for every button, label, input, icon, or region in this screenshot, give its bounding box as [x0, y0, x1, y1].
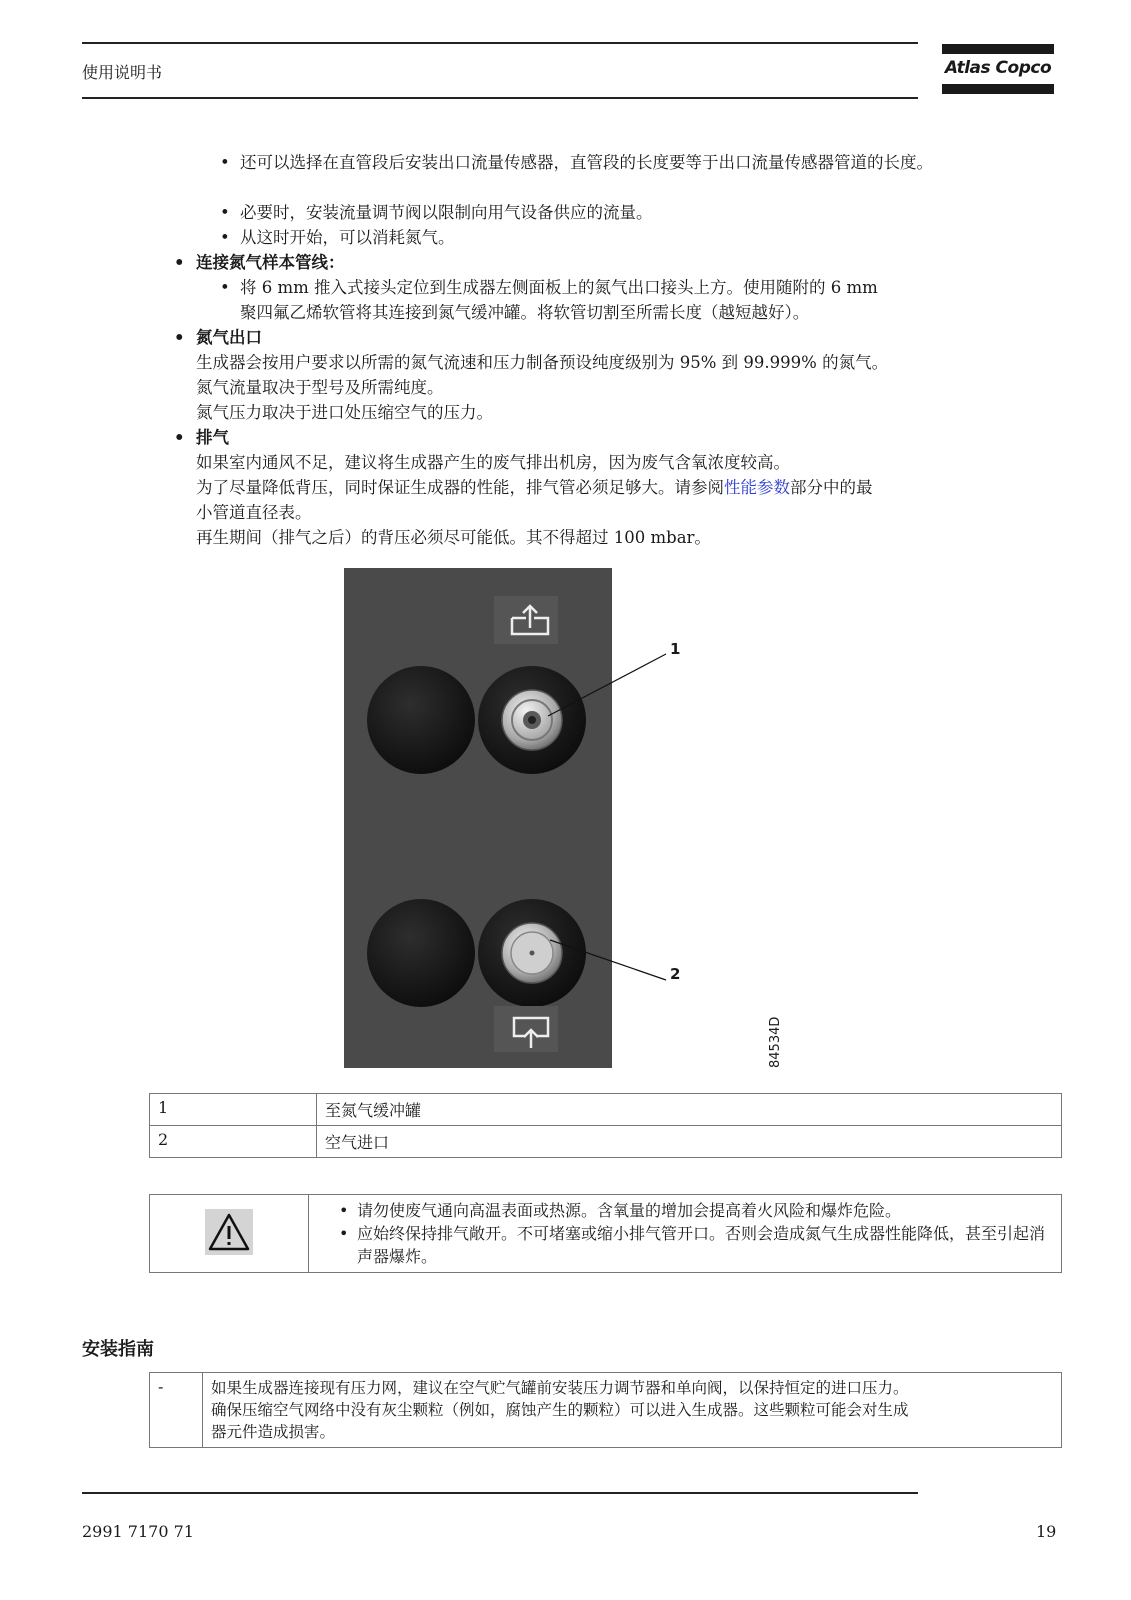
bullet-text: 从这时开始，可以消耗氮气。	[240, 228, 455, 247]
warning-item: • 应始终保持排气敞开。不可堵塞或缩小排气管开口。否则会造成氮气生成器性能降低，甚至引起消声器爆炸。	[339, 1224, 1046, 1266]
install-dash: -	[150, 1373, 203, 1448]
bullet-item: • 必要时，安装流量调节阀以限制向用气设备供应的流量。	[220, 200, 1062, 225]
legend-table	[149, 1093, 1062, 1158]
figure-id: 84534D	[768, 1016, 783, 1068]
header-rule-bottom	[82, 97, 918, 99]
page-number: 19	[1036, 1522, 1057, 1541]
bullet-text: 还可以选择在直管段后安装出口流量传感器，直管段的长度要等于出口流量传感器管道的长度。	[240, 153, 933, 172]
header-rule-top	[82, 42, 918, 44]
bullet-text: 必要时，安装流量调节阀以限制向用气设备供应的流量。	[240, 203, 653, 222]
install-guide-table	[149, 1372, 1062, 1448]
logo-bar-top	[942, 44, 1054, 54]
bullet-item: • 将 6 mm 推入式接头定位到生成器左侧面板上的氮气出口接头上方。使用随附的 6 mm 聚四氟乙烯软管将其连接到氮气缓冲罐。将软管切割至所需长度（越短越好）。	[220, 278, 878, 322]
install-text: 如果生成器连接现有压力网，建议在空气贮气罐前安装压力调节器和单向阀，以保持恒定的进口压力。 确保压缩空气网络中没有灰尘颗粒（例如，腐蚀产生的颗粒）可以进入生成器。这些颗粒可能会对生成 器元件造成损害。	[203, 1373, 1062, 1448]
atlas-copco-logo	[942, 44, 1054, 100]
install-guide-title: 安装指南	[82, 1339, 154, 1360]
nitrogen-outlet-text: 氮气压力取决于进口处压缩空气的压力。	[196, 403, 493, 422]
table-row	[150, 1126, 1062, 1158]
leader-lines	[344, 568, 704, 988]
exhaust-text: 再生期间（排气之后）的背压必须尽可能低。其不得超过 100 mbar。	[196, 528, 711, 547]
inlet-arrow-icon	[494, 1006, 558, 1052]
legend-text: 至氮气缓冲罐	[317, 1094, 1062, 1126]
header-title: 使用说明书	[82, 63, 163, 82]
bullet-text-line: 聚四氟乙烯软管将其连接到氮气缓冲罐。将软管切割至所需长度（越短越好）。	[240, 303, 810, 322]
warning-item: • 请勿使废气通向高温表面或热源。含氧量的增加会提高着火风险和爆炸危险。	[339, 1201, 902, 1220]
legend-num: 1	[150, 1094, 317, 1126]
performance-params-link[interactable]: 性能参数	[724, 478, 790, 497]
bullet-text-line: 将 6 mm 推入式接头定位到生成器左侧面板上的氮气出口接头上方。使用随附的 6 mm	[240, 278, 878, 297]
table-row	[150, 1373, 1062, 1448]
exhaust-text: 小管道直径表。	[196, 503, 312, 522]
legend-text: 空气进口	[317, 1126, 1062, 1158]
warning-table	[149, 1194, 1062, 1273]
bullet-item: • 还可以选择在直管段后安装出口流量传感器，直管段的长度要等于出口流量传感器管道的长度。	[220, 150, 1062, 200]
nitrogen-outlet-text: 氮气流量取决于型号及所需纯度。	[196, 378, 444, 397]
doc-number: 2991 7170 71	[82, 1522, 194, 1541]
warning-text-cell	[309, 1195, 1062, 1273]
figure-callout-2: 2	[670, 965, 681, 983]
warning-icon-cell	[150, 1195, 309, 1273]
nitrogen-outlet-text: 生成器会按用户要求以所需的氮气流速和压力制备预设纯度级别为 95% 到 99.999% 的氮气。	[196, 353, 889, 372]
table-row	[150, 1094, 1062, 1126]
bullet-item: • 从这时开始，可以消耗氮气。	[220, 225, 1062, 250]
logo-bar-bottom	[942, 84, 1054, 94]
logo-text: Atlas Copco	[944, 58, 1052, 78]
exhaust-text: 如果室内通风不足，建议将生成器产生的废气排出机房，因为废气含氧浓度较高。	[196, 453, 790, 472]
legend-num: 2	[150, 1126, 317, 1158]
warning-triangle-icon	[205, 1209, 253, 1255]
footer-rule	[82, 1492, 918, 1494]
figure-callout-1: 1	[670, 640, 681, 658]
table-row	[150, 1195, 1062, 1273]
exhaust-text: 为了尽量降低背压，同时保证生成器的性能，排气管必须足够大。请参阅性能参数部分中的最	[196, 478, 873, 497]
